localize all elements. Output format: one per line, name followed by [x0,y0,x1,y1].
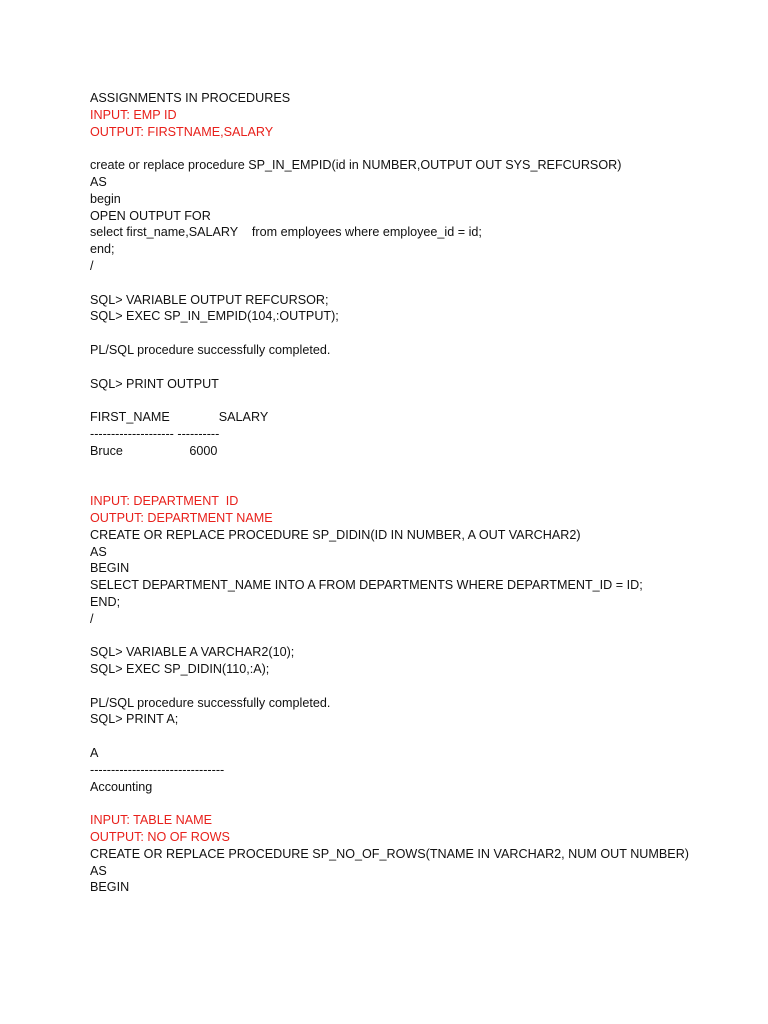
document-line: Accounting [90,779,153,794]
document-line: -------------------- ---------- [90,426,220,441]
document-line: PL/SQL procedure successfully completed. [90,695,331,710]
section-heading-line: INPUT: TABLE NAME [90,813,213,828]
blank-line [90,476,730,493]
document-line: create or replace procedure SP_IN_EMPID(id in NUMBER,OUTPUT OUT SYS_REFCURSOR) [90,158,622,173]
document-line: / [90,258,94,273]
blank-line [90,460,730,477]
section-heading-line: INPUT: EMP ID [90,107,177,122]
document-line: SQL> PRINT OUTPUT [90,376,219,391]
document-line: BEGIN [90,880,130,895]
document-line: CREATE OR REPLACE PROCEDURE SP_NO_OF_ROWS(TNAME IN VARCHAR2, NUM OUT NUMBER) [90,846,689,861]
document-line: end; [90,242,115,257]
section-heading-line: OUTPUT: DEPARTMENT NAME [90,510,273,525]
blank-line [90,678,730,695]
document-line: END; [90,594,121,609]
document-line: SELECT DEPARTMENT_NAME INTO A FROM DEPARTMENTS WHERE DEPARTMENT_ID = ID; [90,578,643,593]
section-heading-line: INPUT: DEPARTMENT ID [90,494,239,509]
document-line: SQL> EXEC SP_DIDIN(110,:A); [90,662,270,677]
document-line: FIRST_NAME SALARY [90,410,269,425]
document-line: SQL> VARIABLE OUTPUT REFCURSOR; [90,292,329,307]
blank-line [90,140,730,157]
document-line: / [90,611,94,626]
document-body [90,90,730,896]
blank-line [90,325,730,342]
document-line: A [90,746,99,761]
blank-line [90,728,730,745]
document-line: SQL> EXEC SP_IN_EMPID(104,:OUTPUT); [90,309,339,324]
blank-line [90,795,730,812]
document-line: BEGIN [90,561,130,576]
document-line: SQL> PRINT A; [90,712,179,727]
document-line: AS [90,174,107,189]
document-line: Bruce 6000 [90,443,218,458]
blank-line [90,392,730,409]
blank-line [90,359,730,376]
document-line: -------------------------------- [90,762,225,777]
document-line: AS [90,544,107,559]
document-line: CREATE OR REPLACE PROCEDURE SP_DIDIN(ID IN NUMBER, A OUT VARCHAR2) [90,527,581,542]
blank-line [90,628,730,645]
document-line: OPEN OUTPUT FOR [90,208,211,223]
blank-line [90,275,730,292]
document-line: select first_name,SALARY from employees where employee_id = id; [90,225,482,240]
document-line: PL/SQL procedure successfully completed. [90,342,331,357]
document-line: ASSIGNMENTS IN PROCEDURES [90,91,291,105]
document-line: AS [90,863,107,878]
document-line: SQL> VARIABLE A VARCHAR2(10); [90,645,295,660]
document-line: begin [90,191,121,206]
section-heading-line: OUTPUT: FIRSTNAME,SALARY [90,124,274,139]
section-heading-line: OUTPUT: NO OF ROWS [90,830,230,845]
